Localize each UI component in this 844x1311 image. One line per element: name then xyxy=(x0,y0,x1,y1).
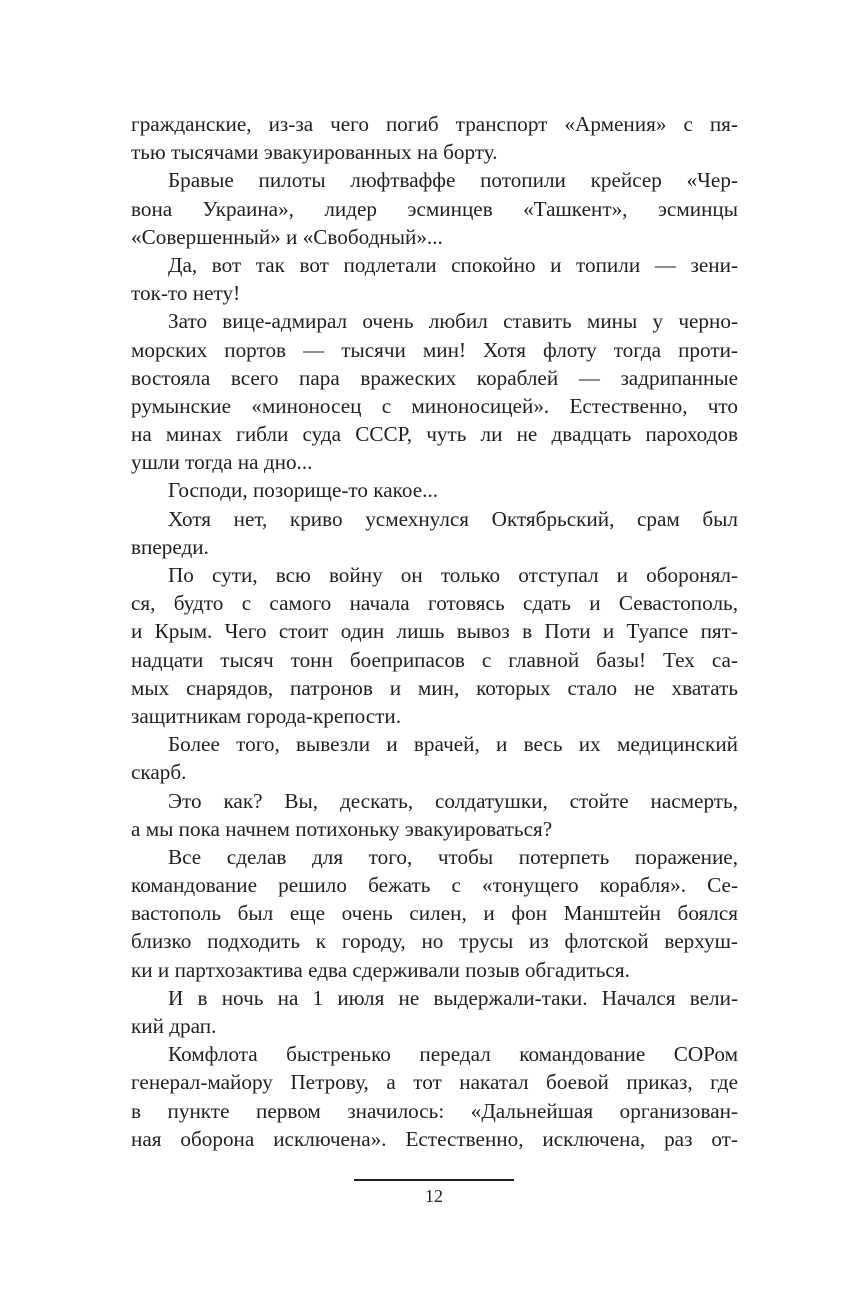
text-line: вона Украина», лидер эсминцев «Ташкент», эсминцы xyxy=(131,196,738,221)
text-line: востояла всего пара вражеских кораблей — задрипанные xyxy=(131,365,738,390)
text-line: Хотя нет, криво усмехнулся Октябрьский, срам был xyxy=(168,506,738,531)
text-line: «Совершенный» и «Свободный»... xyxy=(131,224,443,249)
page-body-text xyxy=(131,110,738,1153)
text-line: Это как? Вы, дескать, солдатушки, стойте насмерть, xyxy=(168,788,738,813)
text-line: Комфлота быстренько передал командование СОРом xyxy=(168,1042,738,1067)
text-line: и Крым. Чего стоит один лишь вывоз в Поти и Туапсе пят- xyxy=(131,619,738,644)
text-line: ся, будто с самого начала готовясь сдать и Севастополь, xyxy=(131,591,738,616)
text-line: кий драп. xyxy=(131,1014,217,1038)
text-line: ная оборона исключена». Естественно, исключена, раз от- xyxy=(131,1126,738,1151)
text-line: Бравые пилоты люфтваффе потопили крейсер «Чер- xyxy=(168,168,738,193)
text-line: надцати тысяч тонн боеприпасов с главной базы! Тех са- xyxy=(131,647,738,672)
text-line: По сути, всю войну он только отступал и оборонял- xyxy=(168,563,738,587)
footer-divider xyxy=(354,1179,514,1181)
text-line: И в ночь на 1 июля не выдержали-таки. Начался вели- xyxy=(168,985,738,1010)
text-line: Все сделав для того, чтобы потерпеть поражение, xyxy=(168,844,738,869)
text-line: впереди. xyxy=(131,534,209,559)
text-line: ток-то нету! xyxy=(131,281,241,306)
text-line: гражданские, из-за чего погиб транспорт «Армения» с пя- xyxy=(131,112,738,136)
text-line: ки и партхозактива едва сдерживали позыв обгадиться. xyxy=(131,957,630,982)
text-line: Зато вице-адмирал очень любил ставить мины у черно- xyxy=(168,309,738,334)
text-line: Да, вот так вот подлетали спокойно и топили — зени- xyxy=(168,252,738,277)
text-line: защитникам города-крепости. xyxy=(131,703,402,728)
text-line: близко подходить к городу, но трусы из флотской верхуш- xyxy=(131,929,738,954)
text-line: вастополь был еще очень силен, и фон Манштейн боялся xyxy=(131,901,738,926)
text-line: румынские «миноносец с миноносицей». Естественно, что xyxy=(131,393,738,418)
text-line: морских портов — тысячи мин! Хотя флоту тогда проти- xyxy=(131,337,738,362)
text-line: в пункте первом значилось: «Дальнейшая организован- xyxy=(131,1098,738,1123)
text-line: на минах гибли суда СССР, чуть ли не двадцать пароходов xyxy=(131,422,738,447)
text-line: ушли тогда на дно... xyxy=(131,450,313,475)
text-line: тью тысячами эвакуированных на борту. xyxy=(131,140,498,165)
page-number: 12 xyxy=(425,1186,443,1206)
text-line: а мы пока начнем потихоньку эвакуироваться? xyxy=(131,816,553,841)
text-line: Более того, вывезли и врачей, и весь их медицинский xyxy=(168,732,738,757)
text-line: генерал-майору Петрову, а тот накатал боевой приказ, где xyxy=(131,1070,738,1095)
text-line: скарб. xyxy=(131,760,187,785)
text-line: Господи, позорище-то какое... xyxy=(168,478,439,503)
text-line: мых снарядов, патронов и мин, которых стало не хватать xyxy=(131,675,738,700)
text-line: командование решило бежать с «тонущего корабля». Се- xyxy=(131,873,738,898)
